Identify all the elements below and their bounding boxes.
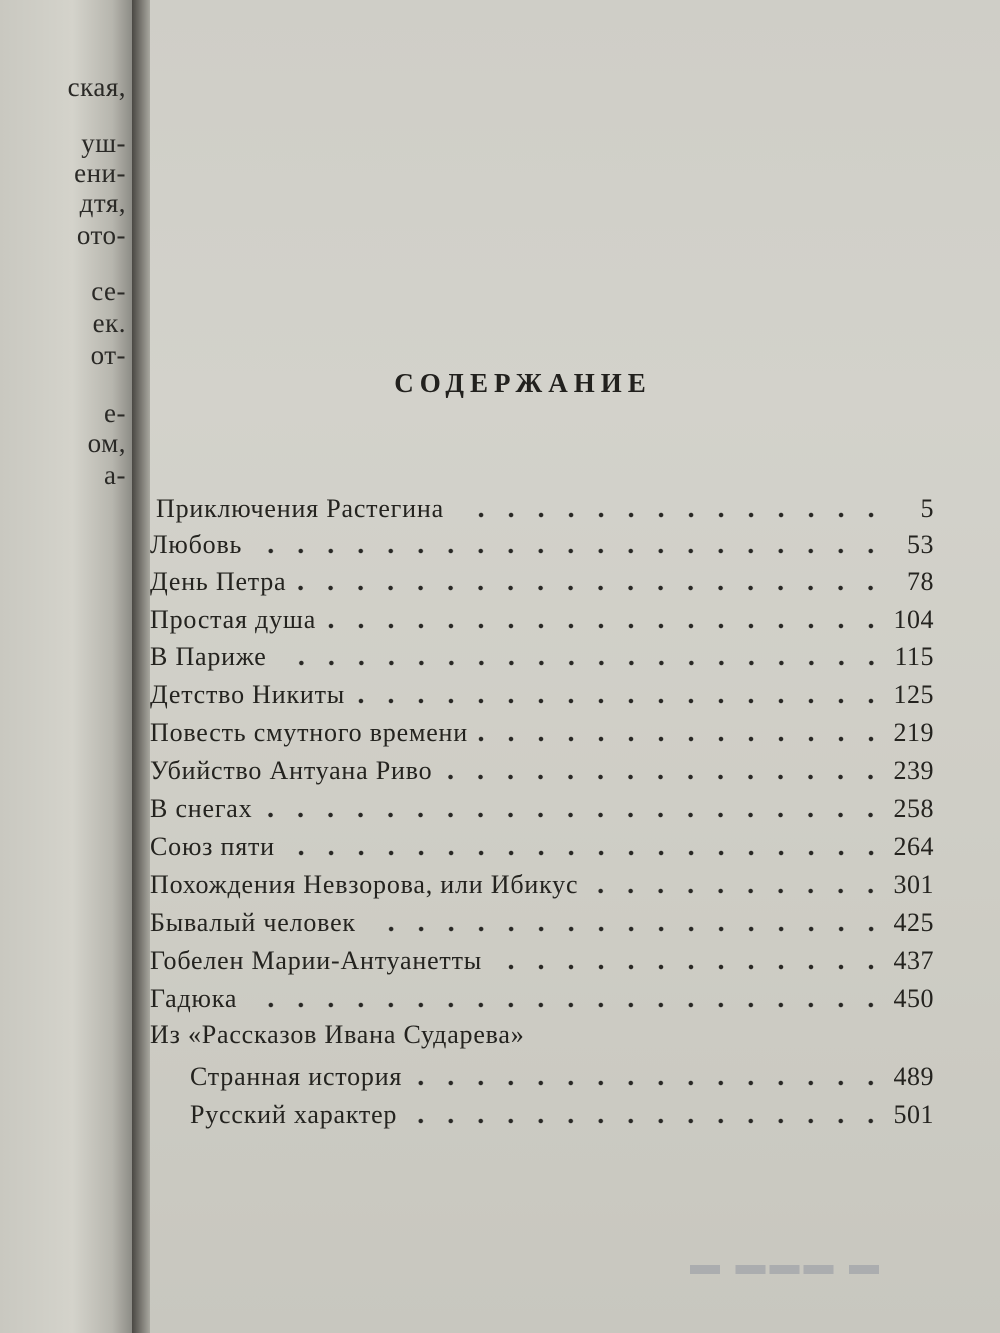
left-page-text-fragment: дтя, xyxy=(79,188,126,218)
toc-entry xyxy=(150,714,934,748)
dot-leader xyxy=(588,888,886,894)
toc-entry xyxy=(150,526,934,560)
toc-entry-title: Похождения Невзорова, или Ибикус xyxy=(150,870,579,899)
toc-entry-page-number: 104 xyxy=(893,605,934,634)
toc-entry xyxy=(156,490,934,524)
toc-entry xyxy=(150,828,934,862)
toc-sub-entry-title: Странная история xyxy=(190,1062,403,1091)
dot-leader xyxy=(355,698,886,704)
toc-entry-title: Бывалый человек xyxy=(150,908,356,937)
left-page-text-fragment: ек. xyxy=(92,308,126,338)
left-page-text-fragment: ени- xyxy=(74,158,126,188)
dot-leader xyxy=(366,926,886,932)
toc-entry xyxy=(150,676,934,710)
toc-entry-page-number: 239 xyxy=(893,756,934,785)
toc-sub-entry-title: Русский характер xyxy=(190,1100,398,1129)
table-of-contents xyxy=(150,0,1000,1333)
dot-leader xyxy=(247,1002,886,1008)
toc-entry-page-number: 264 xyxy=(893,832,934,861)
toc-entry xyxy=(150,866,934,900)
dot-leader xyxy=(407,1118,886,1124)
dot-leader xyxy=(412,1080,886,1086)
toc-entry-title: Любовь xyxy=(150,530,243,559)
toc-entry-title: Гадюка xyxy=(150,984,238,1013)
toc-entry-title: Детство Никиты xyxy=(150,680,346,709)
toc-entry xyxy=(150,980,934,1014)
dot-leader xyxy=(296,585,886,591)
dot-leader xyxy=(277,660,886,666)
left-facing-page xyxy=(0,0,132,1333)
toc-entry-page-number: 78 xyxy=(907,567,934,596)
toc-entry xyxy=(150,563,934,597)
toc-entry-title: В снегах xyxy=(150,794,253,823)
toc-entry xyxy=(150,942,934,976)
toc-entry-page-number: 219 xyxy=(893,718,934,747)
toc-entry-title: Приключения Растегина xyxy=(156,494,444,523)
left-page-text-fragment: ская, xyxy=(67,72,126,102)
page-title: СОДЕРЖАНИЕ xyxy=(394,368,652,398)
toc-entry-page-number: 258 xyxy=(893,794,934,823)
left-page-text-fragment: а- xyxy=(104,460,126,490)
toc-sub-entry xyxy=(190,1058,934,1092)
toc-entry-page-number: 301 xyxy=(893,870,934,899)
contents-page xyxy=(150,0,1000,1333)
toc-entry xyxy=(150,638,934,672)
toc-entry-title: Гобелен Марии-Антуанетты xyxy=(150,946,482,975)
left-page-text-fragment: е- xyxy=(104,398,126,428)
toc-entry-page-number: 425 xyxy=(893,908,934,937)
dot-leader xyxy=(478,736,886,742)
toc-entry-page-number: 115 xyxy=(894,642,934,671)
left-page-text-fragment: ото- xyxy=(76,220,126,250)
left-page-text-fragment: от- xyxy=(90,340,126,370)
dot-leader xyxy=(492,964,886,970)
toc-entry xyxy=(150,790,934,824)
dot-leader xyxy=(252,548,886,554)
toc-entry xyxy=(150,752,934,786)
toc-entry-title: Союз пяти xyxy=(150,832,275,861)
toc-entry xyxy=(150,904,934,938)
toc-entry-title: Простая душа xyxy=(150,605,317,634)
toc-sub-entry-page-number: 489 xyxy=(893,1062,934,1091)
toc-entry-title: День Петра xyxy=(150,567,287,596)
toc-entry-title: Повесть смутного времени xyxy=(150,718,468,747)
book-gutter xyxy=(132,0,150,1333)
toc-entry xyxy=(150,601,934,635)
dot-leader xyxy=(262,812,886,818)
toc-entry-page-number: 450 xyxy=(893,984,934,1013)
toc-entry-page-number: 437 xyxy=(893,946,934,975)
left-page-text-fragment: се- xyxy=(91,276,126,306)
dot-leader xyxy=(326,623,886,629)
toc-section-heading: Из «Рассказов Ивана Сударева» xyxy=(150,1020,525,1049)
dot-leader xyxy=(285,850,886,856)
toc-entry-title: В Париже xyxy=(150,642,267,671)
toc-sub-entry xyxy=(190,1096,934,1130)
toc-entry-page-number: 5 xyxy=(920,494,934,523)
dot-leader xyxy=(454,512,886,518)
left-page-text-fragment: ом, xyxy=(87,428,126,458)
dot-leader xyxy=(442,774,886,780)
toc-sub-entry-page-number: 501 xyxy=(893,1100,934,1129)
bleed-through-print: ▬ ▬▬▬ ▬ xyxy=(690,1248,883,1281)
toc-entry-page-number: 125 xyxy=(893,680,934,709)
toc-entry-title: Убийство Антуана Риво xyxy=(150,756,433,785)
toc-entry-page-number: 53 xyxy=(907,530,934,559)
left-page-text-fragment: уш- xyxy=(81,128,126,158)
